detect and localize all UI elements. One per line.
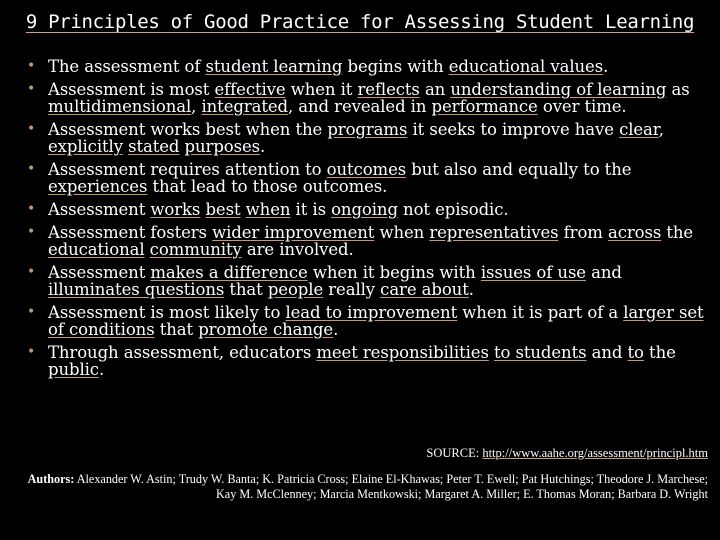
underlined-term: ongoing	[331, 200, 398, 219]
source-label: SOURCE:	[426, 446, 483, 460]
principle-text: are involved.	[241, 240, 354, 259]
underlined-term: across	[607, 223, 662, 242]
bullet-icon: •	[27, 224, 36, 240]
principle-text: an	[419, 80, 451, 99]
underlined-term: purposes	[184, 137, 261, 156]
underlined-term: student learning	[205, 57, 343, 76]
underlined-term: public	[48, 360, 99, 379]
underlined-term: to	[627, 343, 644, 362]
principles-list	[27, 58, 713, 384]
underlined-term: best	[205, 200, 241, 219]
principle-text: Assessment requires attention to	[48, 160, 327, 179]
underlined-term: explicitly	[48, 137, 123, 156]
bullet-icon: •	[27, 344, 36, 360]
underlined-term: programs	[327, 120, 408, 139]
principle-text: when it begins with	[307, 263, 481, 282]
principle-text: and	[585, 263, 622, 282]
principle-text: .	[333, 320, 339, 339]
principle-text: Assessment works best when the	[48, 120, 328, 139]
underlined-term: works	[150, 200, 201, 219]
underlined-term: to students	[493, 343, 587, 362]
principle-text: Assessment fosters	[48, 223, 213, 242]
principle-text: from	[558, 223, 608, 242]
underlined-term: meet responsibilities	[316, 343, 489, 362]
underlined-term: illuminates questions	[48, 280, 225, 299]
bullet-icon: •	[27, 201, 36, 217]
underlined-term: multidimensional	[48, 97, 192, 116]
source-link[interactable]: http://www.aahe.org/assessment/principl.htm	[482, 446, 708, 460]
underlined-term: reflects	[357, 80, 420, 99]
principle-text: Assessment	[48, 263, 151, 282]
authors-credit	[18, 472, 708, 502]
principle-text: Assessment	[48, 200, 151, 219]
principle-text: the	[661, 223, 694, 242]
underlined-term: makes a difference	[150, 263, 308, 282]
principle-text: .	[98, 360, 105, 379]
principle-text: The assessment of	[48, 57, 206, 76]
bullet-icon: •	[27, 304, 36, 320]
principle-text: ,	[191, 97, 202, 116]
source-line	[426, 446, 708, 461]
underlined-term: community	[149, 240, 242, 259]
principle-text: as	[666, 80, 690, 99]
bullet-icon: •	[27, 58, 36, 74]
principle-item	[27, 58, 713, 75]
principle-text: Through assessment, educators	[48, 343, 317, 362]
underlined-term: clear	[619, 120, 659, 139]
principle-text: over time.	[537, 97, 627, 116]
principle-item	[27, 201, 713, 218]
principle-item	[27, 81, 713, 115]
principle-item	[27, 264, 713, 298]
principle-text: begins with	[342, 57, 449, 76]
underlined-term: when	[245, 200, 291, 219]
principle-text: that	[224, 280, 268, 299]
bullet-icon: •	[27, 121, 36, 137]
underlined-term: experiences	[48, 177, 148, 196]
underlined-term: integrated	[201, 97, 288, 116]
underlined-term: stated	[128, 137, 180, 156]
underlined-term: representatives	[429, 223, 559, 242]
principle-text: when it is part of a	[457, 303, 624, 322]
underlined-term: educational values	[448, 57, 604, 76]
principle-text: when	[374, 223, 430, 242]
principle-item	[27, 344, 713, 378]
principle-text: , and revealed in	[288, 97, 432, 116]
principle-item	[27, 121, 713, 155]
authors-names: Alexander W. Astin; Trudy W. Banta; K. Patricia Cross; Elaine El-Khawas; Peter T. Ewell; Pat Hutchings; Theodore J. Marchese; Kay M. McClenney; Marcia Mentkowski; Margaret A. Miller; E. Thomas Moran; Barbara D. Wright	[74, 472, 708, 501]
underlined-term: lead to improvement	[285, 303, 458, 322]
underlined-term: promote change	[198, 320, 334, 339]
principle-item	[27, 304, 713, 338]
principle-text: .	[468, 280, 474, 299]
principle-text: that lead to those outcomes.	[147, 177, 388, 196]
principle-text: but also and equally to the	[406, 160, 632, 179]
principle-text: ,	[658, 120, 664, 139]
principle-item	[27, 224, 713, 258]
underlined-term: care about	[380, 280, 469, 299]
bullet-icon: •	[27, 81, 36, 97]
principle-text: not episodic.	[397, 200, 509, 219]
underlined-term: wider improvement	[212, 223, 375, 242]
bullet-icon: •	[27, 161, 36, 177]
underlined-term: understanding of learning	[450, 80, 667, 99]
underlined-term: effective	[214, 80, 286, 99]
principle-text: it seeks to improve have	[407, 120, 620, 139]
bullet-icon: •	[27, 264, 36, 280]
principle-text: really	[323, 280, 381, 299]
underlined-term: people	[267, 280, 324, 299]
principle-text: Assessment is most likely to	[48, 303, 286, 322]
principle-text: Assessment is most	[48, 80, 215, 99]
underlined-term: performance	[431, 97, 538, 116]
principle-item	[27, 161, 713, 195]
principle-text: .	[260, 137, 266, 156]
principle-text: and	[586, 343, 628, 362]
principle-text: it is	[290, 200, 332, 219]
slide-title: 9 Principles of Good Practice for Assessing Student Learning	[25, 11, 695, 33]
principle-text: the	[643, 343, 676, 362]
principle-text: that	[154, 320, 199, 339]
underlined-term: larger set of conditions	[48, 303, 704, 339]
authors-label: Authors:	[27, 472, 75, 486]
underlined-term: outcomes	[326, 160, 407, 179]
underlined-term: issues of use	[480, 263, 586, 282]
principle-text: .	[603, 57, 609, 76]
underlined-term: educational	[48, 240, 145, 259]
principle-text: when it	[285, 80, 358, 99]
